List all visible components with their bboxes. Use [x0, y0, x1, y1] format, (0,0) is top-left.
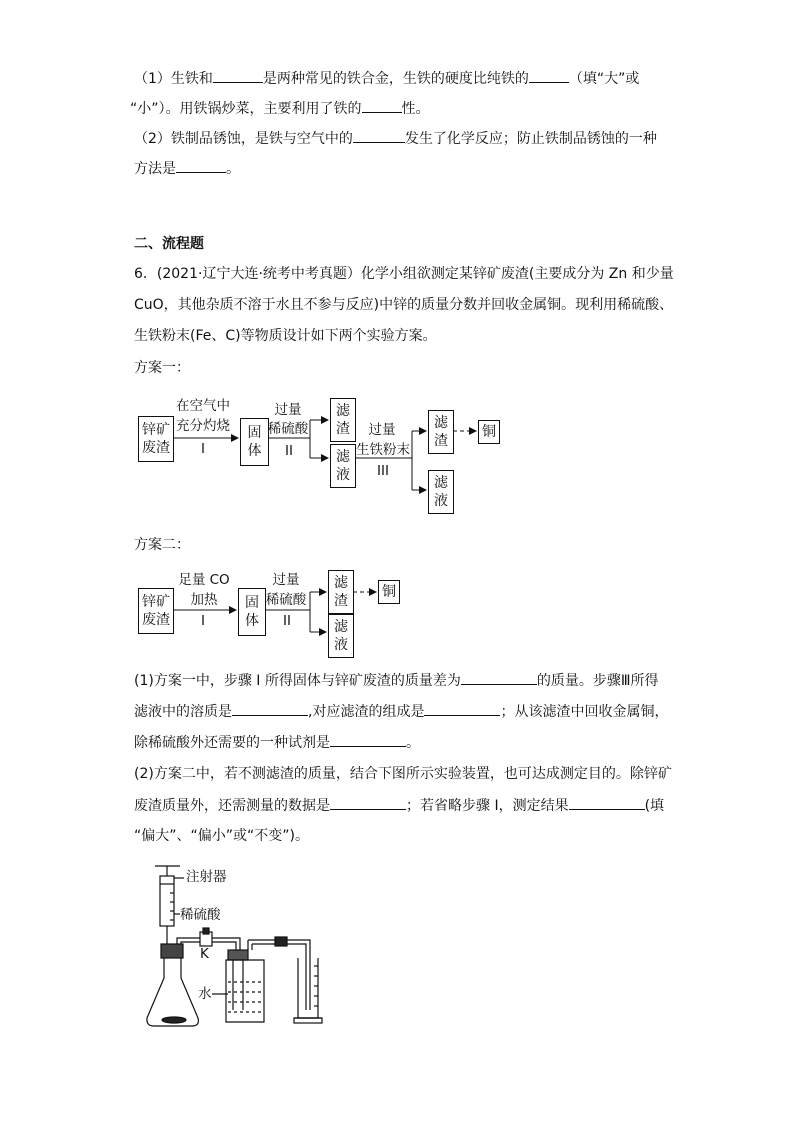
plan2-step1-top2: 加热	[190, 592, 218, 608]
q6-line-3: 生铁粉末(Fe、C)等物质设计如下两个实验方案。	[134, 328, 437, 344]
plan2-residue-box: 滤 渣	[328, 570, 354, 614]
plan1-step2-num: II	[285, 443, 293, 459]
plan1-step1-num: I	[201, 441, 205, 457]
q6-line-1: 6．(2021·辽宁大连·统考中考真题）化学小组欲测定某锌矿废渣(主要成分为 Zn 和少量	[134, 266, 674, 282]
q5-text: （填“大”或	[568, 71, 640, 87]
q6-sub1-line3: 除稀硫酸外还需要的一种试剂是 。	[134, 732, 420, 753]
q5-text: 。	[226, 161, 240, 177]
valve-label: K	[200, 946, 209, 962]
plan1-step2-top2: 稀硫酸	[267, 421, 309, 437]
section-title: 二、流程题	[134, 236, 204, 252]
plan1-copper-box: 铜	[478, 420, 500, 444]
plan2-step2-top2: 稀硫酸	[265, 592, 307, 608]
plan1-step1-top2: 充分灼烧	[176, 418, 230, 434]
plan2-step1-num: I	[201, 613, 205, 629]
q5-text: （2）铁制品锈蚀，是铁与空气中的	[134, 131, 353, 147]
plan1-label: 方案一：	[134, 360, 190, 376]
plan1-step3-num: III	[377, 463, 389, 479]
plan2-step2-top1: 过量	[272, 572, 300, 588]
q6-sub2-line3: “偏大”、“偏小”或“不变”)。	[134, 828, 309, 844]
plan2-step1-top1: 足量 CO	[178, 572, 230, 588]
syringe-label: 注射器	[186, 869, 227, 885]
q6-sub2-line1: (2)方案二中，若不测滤渣的质量，结合下图所示实验装置，也可达成测定目的。除锌矿	[134, 766, 672, 782]
plan1-solid-box: 固 体	[240, 418, 269, 466]
plan1-step1-top1: 在空气中	[176, 398, 230, 414]
plan1-residue-box: 滤 渣	[330, 398, 356, 442]
water-label: 水	[198, 986, 212, 1002]
plan1-start-box: 锌矿 废渣	[138, 416, 174, 462]
plan1-filtrate2-box: 滤 液	[428, 470, 454, 514]
q5-text: （1）生铁和	[134, 71, 213, 87]
plan2-start-box: 锌矿 废渣	[138, 588, 174, 634]
plan2-copper-box: 铜	[378, 580, 400, 604]
q5-text: 方法是	[134, 161, 176, 177]
plan2-solid-box: 固 体	[238, 588, 266, 636]
q6-line-2: CuO，其他杂质不溶于水且不参与反应)中锌的质量分数并回收金属铜。现利用稀硫酸、	[134, 297, 674, 313]
plan2-filtrate-box: 滤 液	[328, 614, 354, 658]
q5-text: 是两种常见的铁合金，生铁的硬度比纯铁的	[262, 71, 529, 87]
q6-sub2-line2: 废渣质量外，还需测量的数据是 ；若省略步骤 I，测定结果 (填	[134, 795, 664, 816]
plan1-step3-top2: 生铁粉末	[356, 442, 410, 458]
q6-sub1-line1: (1)方案一中，步骤 I 所得固体与锌矿废渣的质量差为 的质量。步骤Ⅲ所得	[134, 670, 659, 691]
plan2-label: 方案二：	[134, 537, 190, 553]
q5-text: 性。	[401, 101, 430, 117]
q5-text: “小”）。用铁锅炒菜，主要利用了铁的	[130, 101, 362, 117]
q5-text: 发生了化学反应；防止铁制品锈蚀的一种	[404, 131, 657, 147]
plan1-step2-top1: 过量	[274, 402, 302, 418]
plan1-step3-top1: 过量	[368, 422, 396, 438]
q6-sub1-line2: 滤液中的溶质是 ,对应滤渣的组成是 ；从该滤渣中回收金属铜，	[134, 701, 668, 722]
acid-label: 稀硫酸	[180, 907, 221, 923]
plan1-filtrate-box: 滤 液	[330, 444, 356, 488]
plan1-residue2-box: 滤 渣	[428, 410, 454, 454]
plan2-step2-num: II	[283, 613, 291, 629]
